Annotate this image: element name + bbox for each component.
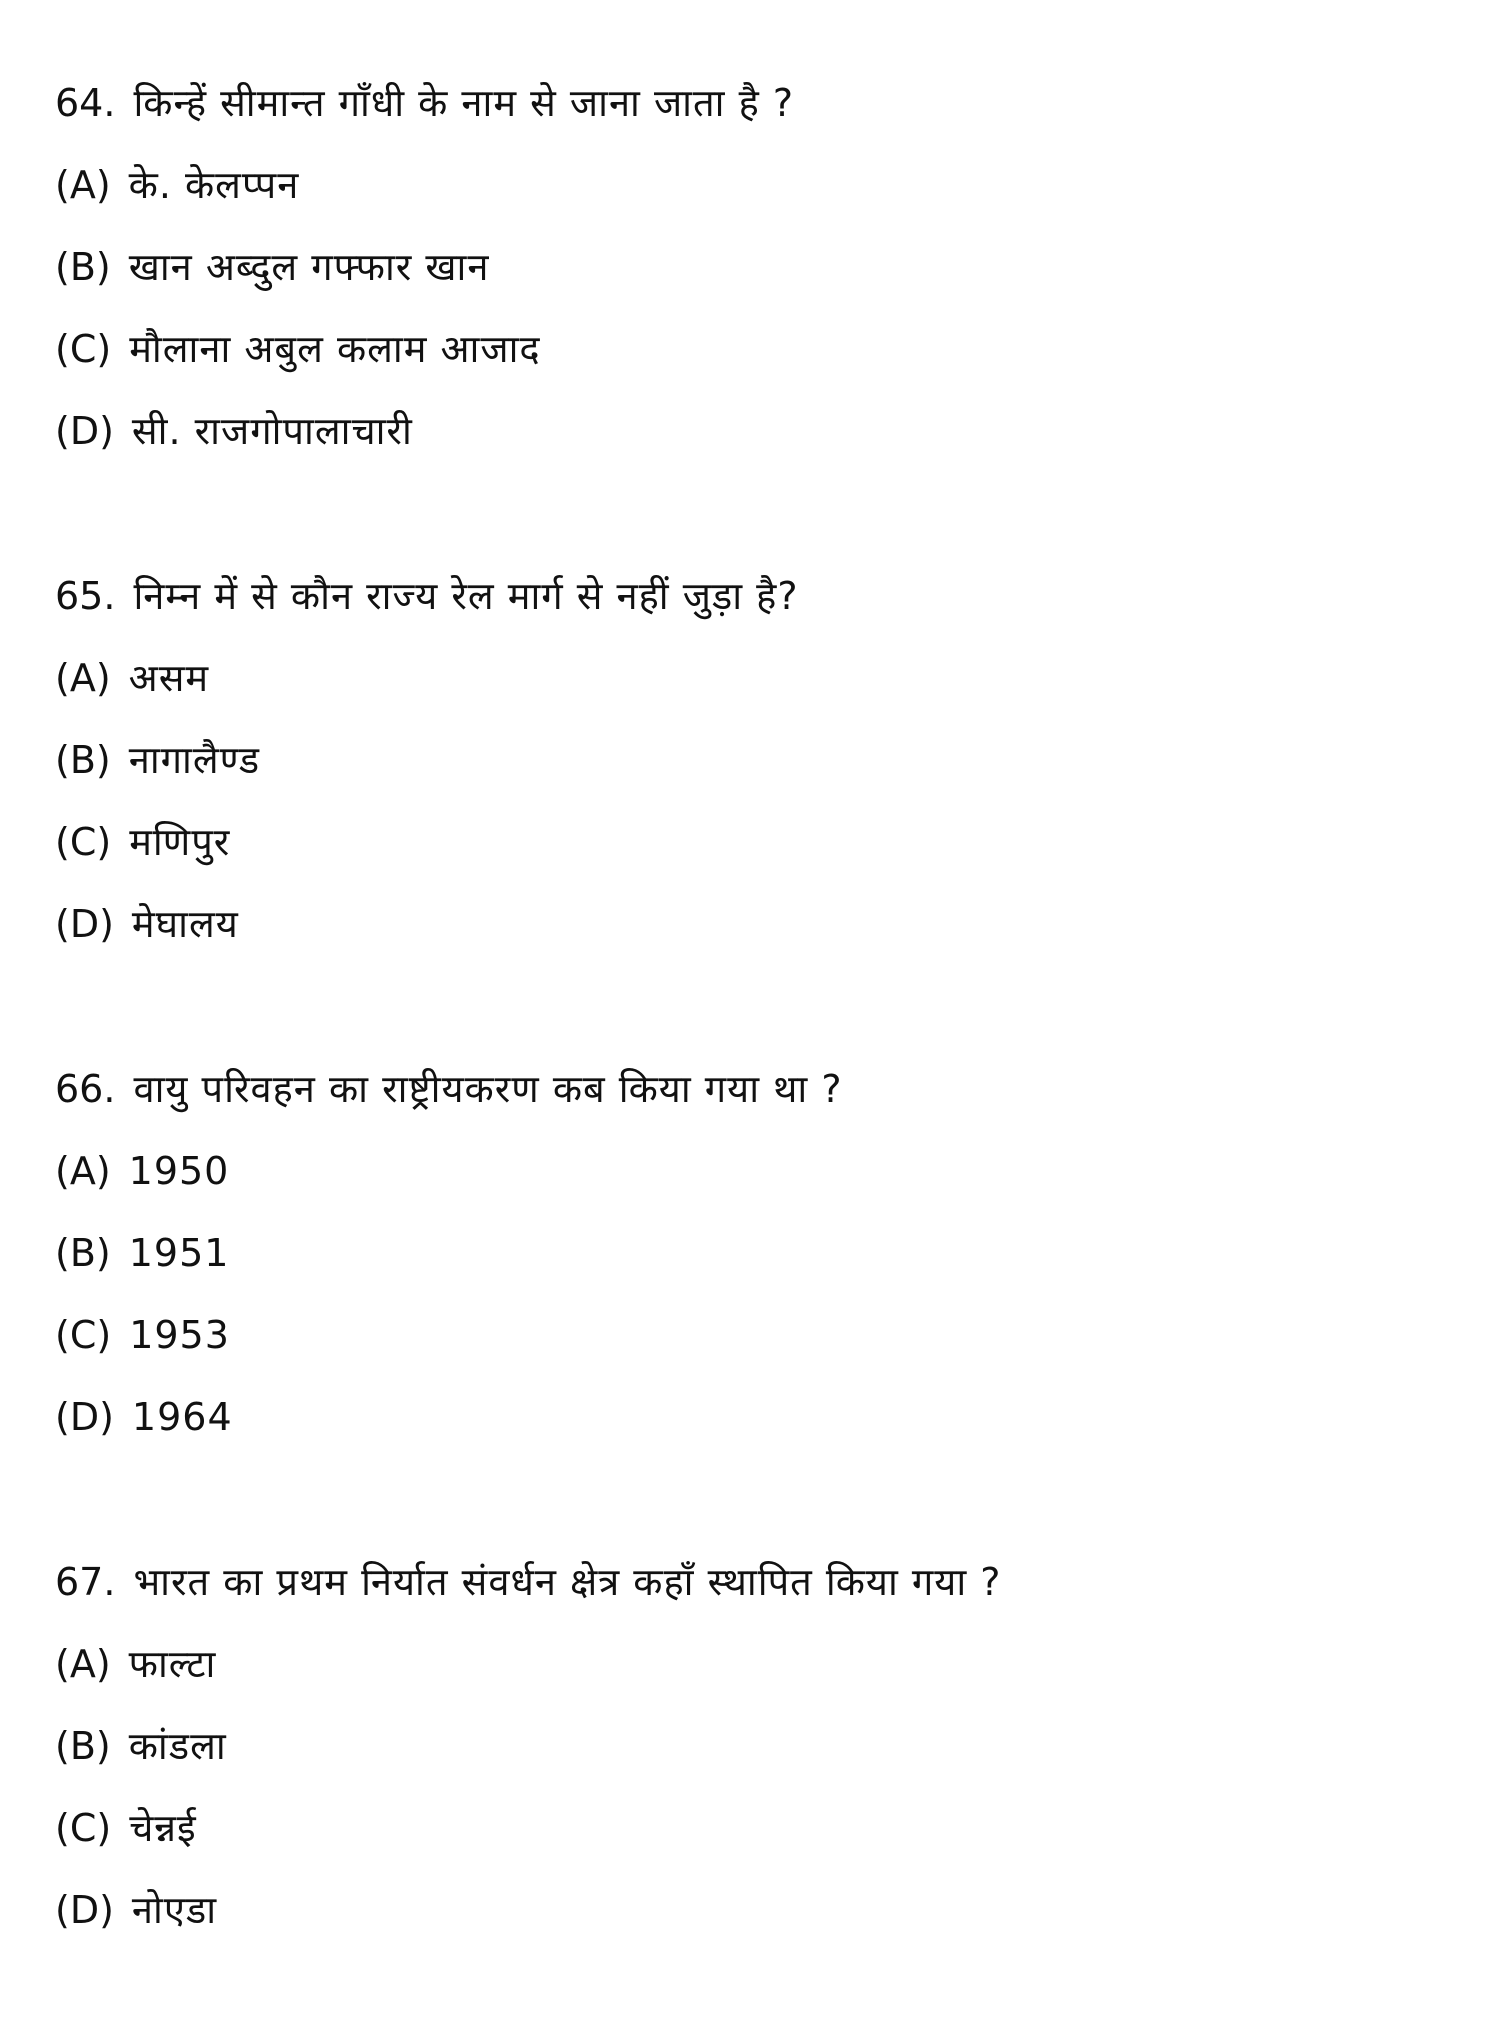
option-letter: (D) — [55, 1395, 114, 1439]
option-b — [55, 1212, 1455, 1294]
option-letter: (A) — [55, 1642, 111, 1686]
option-d — [55, 1869, 1455, 1951]
option-text: 1964 — [131, 1395, 233, 1439]
question-67 — [55, 1541, 1455, 1951]
question-line — [55, 555, 1455, 637]
option-b — [55, 1705, 1455, 1787]
option-b — [55, 226, 1455, 308]
option-letter: (D) — [55, 1888, 114, 1932]
option-letter: (D) — [55, 409, 114, 453]
question-number: 65. — [55, 574, 116, 618]
option-c — [55, 1294, 1455, 1376]
option-letter: (C) — [55, 1313, 112, 1357]
question-text: किन्हें सीमान्त गाँधी के नाम से जाना जाता है ? — [133, 81, 795, 125]
question-number: 64. — [55, 81, 116, 125]
question-65 — [55, 555, 1455, 965]
option-text: खान अब्दुल गफ्फार खान — [128, 245, 490, 289]
question-line — [55, 62, 1455, 144]
question-text: भारत का प्रथम निर्यात संवर्धन क्षेत्र कहाँ स्थापित किया गया ? — [133, 1560, 1002, 1604]
question-number: 66. — [55, 1067, 116, 1111]
option-d — [55, 1376, 1455, 1458]
option-letter: (B) — [55, 1724, 111, 1768]
option-d — [55, 390, 1455, 472]
option-letter: (C) — [55, 1806, 112, 1850]
option-text: फाल्टा — [128, 1642, 217, 1686]
option-letter: (A) — [55, 1149, 111, 1193]
option-c — [55, 801, 1455, 883]
question-text: निम्न में से कौन राज्य रेल मार्ग से नहीं जुड़ा है? — [133, 574, 799, 618]
option-a — [55, 1130, 1455, 1212]
option-text: नागालैण्ड — [128, 738, 261, 782]
option-text: मौलाना अबुल कलाम आजाद — [129, 327, 541, 371]
option-text: असम — [128, 656, 210, 700]
option-text: मेघालय — [131, 902, 239, 946]
option-letter: (D) — [55, 902, 114, 946]
question-line — [55, 1048, 1455, 1130]
option-text: मणिपुर — [129, 820, 231, 864]
option-text: नोएडा — [131, 1888, 218, 1932]
option-text: चेन्नई — [129, 1806, 197, 1850]
question-64 — [55, 62, 1455, 472]
option-letter: (C) — [55, 820, 112, 864]
option-text: सी. राजगोपालाचारी — [131, 409, 413, 453]
option-b — [55, 719, 1455, 801]
option-c — [55, 1787, 1455, 1869]
option-letter: (A) — [55, 656, 111, 700]
question-line — [55, 1541, 1455, 1623]
option-c — [55, 308, 1455, 390]
option-a — [55, 144, 1455, 226]
option-text: 1951 — [128, 1231, 230, 1275]
option-letter: (A) — [55, 163, 111, 207]
option-a — [55, 1623, 1455, 1705]
question-66 — [55, 1048, 1455, 1458]
question-text: वायु परिवहन का राष्ट्रीयकरण कब किया गया था ? — [133, 1067, 843, 1111]
question-number: 67. — [55, 1560, 116, 1604]
option-text: 1953 — [129, 1313, 230, 1357]
option-letter: (B) — [55, 738, 111, 782]
option-letter: (B) — [55, 1231, 111, 1275]
option-letter: (C) — [55, 327, 112, 371]
option-text: के. केलप्पन — [128, 163, 300, 207]
option-text: 1950 — [128, 1149, 230, 1193]
option-a — [55, 637, 1455, 719]
option-d — [55, 883, 1455, 965]
option-letter: (B) — [55, 245, 111, 289]
option-text: कांडला — [128, 1724, 227, 1768]
